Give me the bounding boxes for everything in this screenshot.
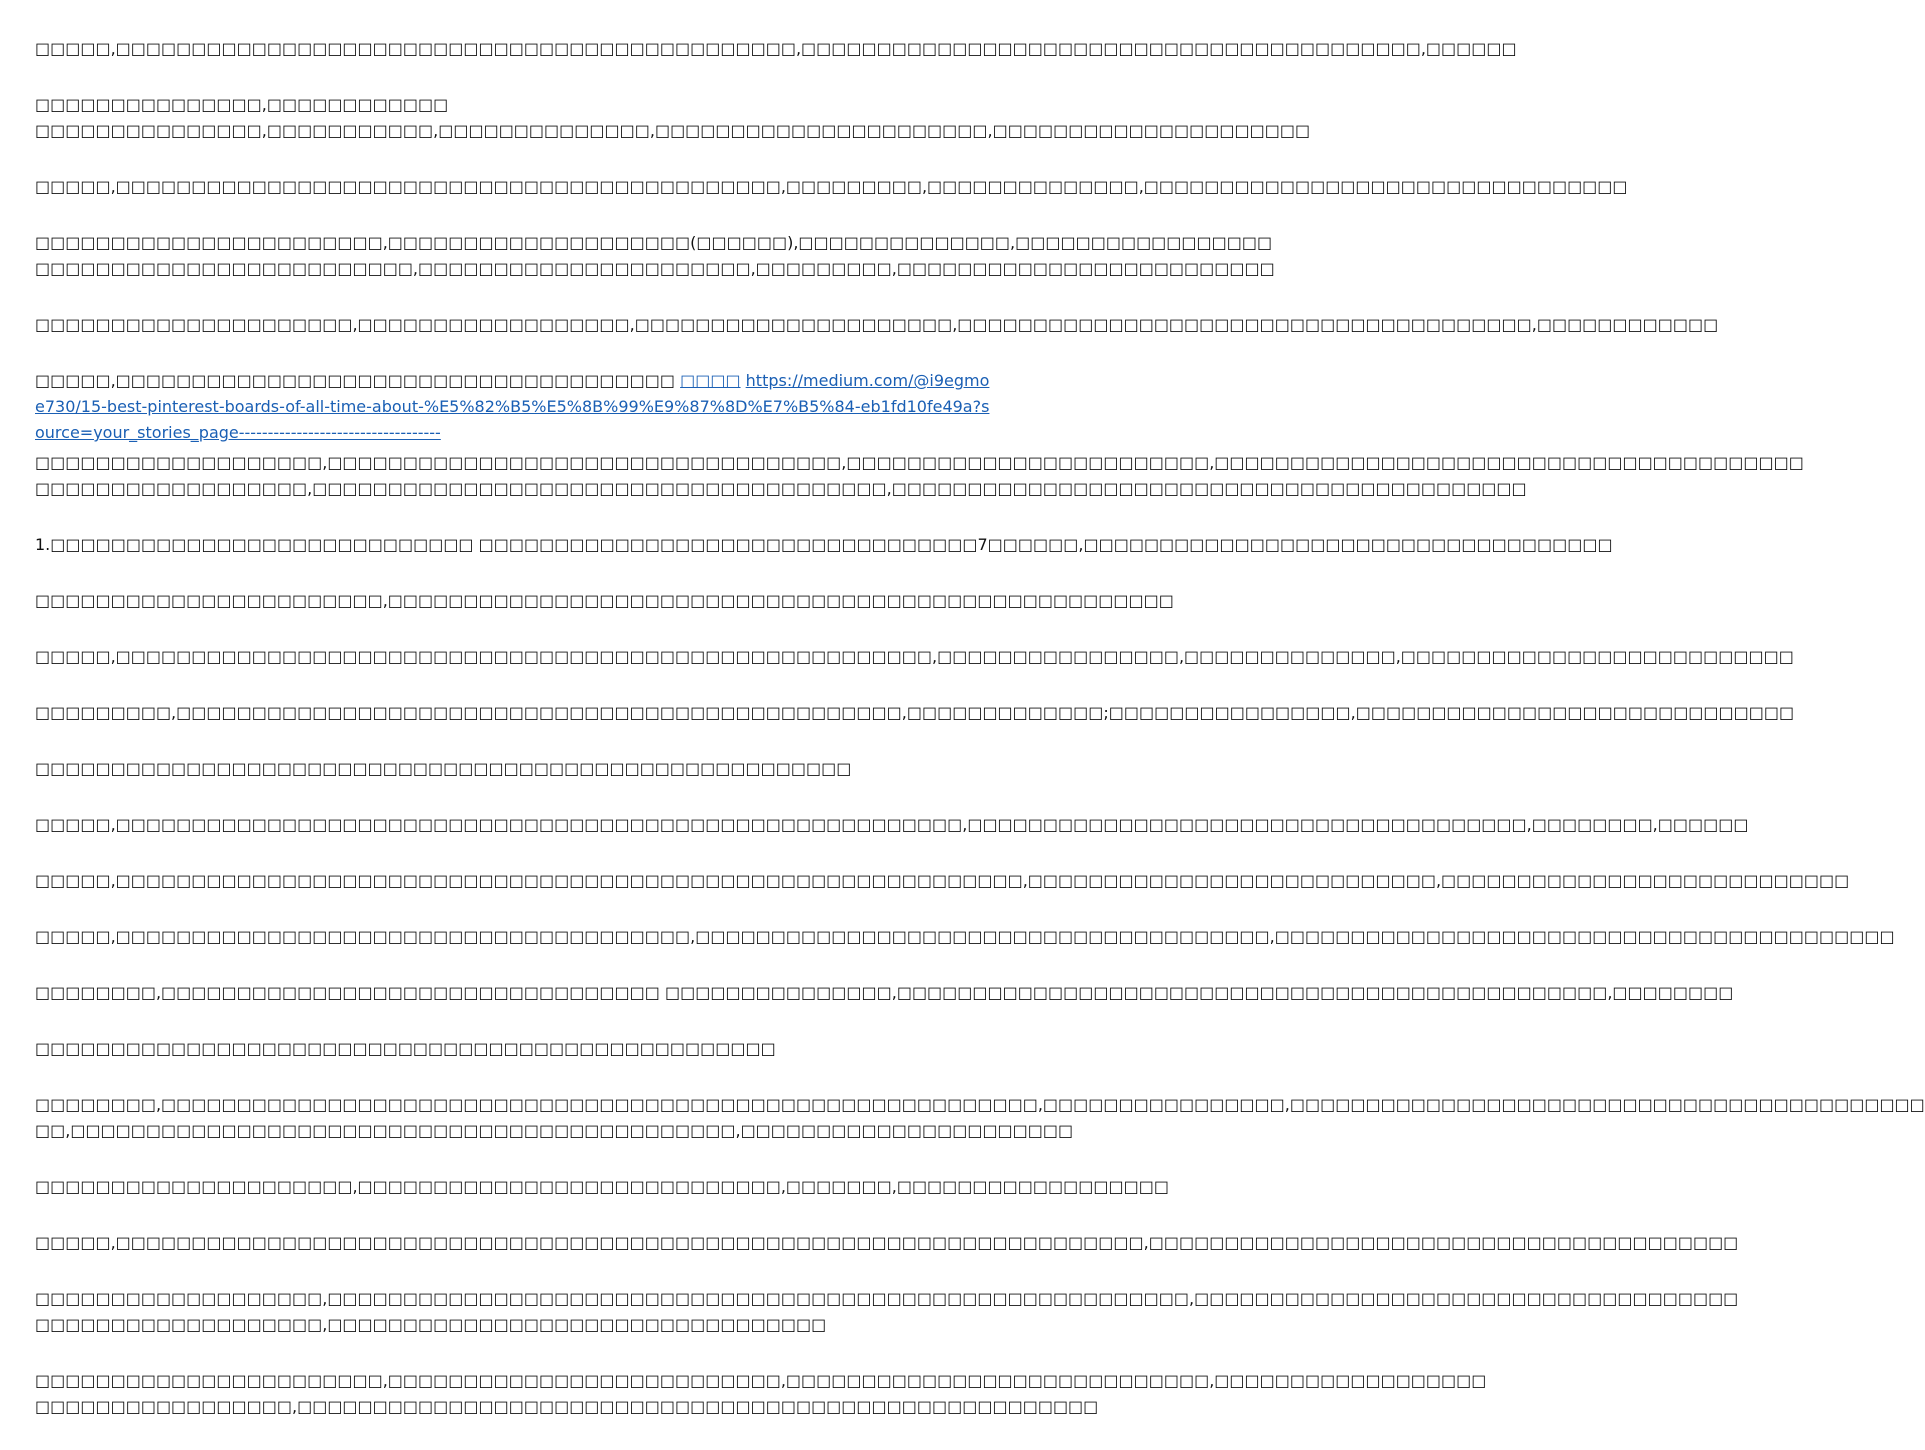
text-line: □□□□□,□□□□□□□□□□□□□□□□□□□□□□□□□□□□□□□□□□□□□□□□□□□□□□□□□□□□□□,□□□□□□□□□□□□□□□□,□□□□□□□□□□□□□□,□□□□□□□□□□□□□□□□□□□□□□□□□□ (35, 647, 1794, 666)
text-line: □□□□□□□□□□□□□□□□□□□□□□□,□□□□□□□□□□□□□□□□□□□□(□□□□□□),□□□□□□□□□□□□□□,□□□□□□□□□□□□□□□□□ (35, 233, 1273, 252)
url-link[interactable]: https://medium.com/@i9egmoe730/15-best-pinterest-boards-of-all-time-about-%E5%82%B5%E5%8B%99%E9%87%8D%E7%B5%84-eb1fd10fe49a?source=your_stories_page----------------------------------- (35, 371, 990, 442)
paragraph-9 (35, 644, 1794, 670)
text-line: □□□□□□□□□□□□□□□□□□,□□□□□□□□□□□□□□□□□□□□□□□□□□□□□□□□□□□□□□,□□□□□□□□□□□□□□□□□□□□□□□□□□□□□□□□□□□□□□□□□□ (35, 479, 1527, 498)
paragraph-12 (35, 812, 1749, 838)
text-line: □□□□□,□□□□□□□□□□□□□□□□□□□□□□□□□□□□□□□□□□□□□□,□□□□□□□□□□□□□□□□□□□□□□□□□□□□□□□□□□□□□□,□□□□□□□□□□□□□□□□□□□□□□□□□□□□□□□□□□□□□□□□□ (35, 927, 1895, 946)
paragraph-10 (35, 700, 1795, 726)
text-line: □□□□□□□□,□□□□□□□□□□□□□□□□□□□□□□□□□□□□□□□□□ □□□□□□□□□□□□□□□,□□□□□□□□□□□□□□□□□□□□□□□□□□□□□□□□□□□□□□□□□□□□□□□,□□□□□□□□ (35, 983, 1734, 1002)
text-line: □□□□□□□□□□□□□□□,□□□□□□□□□□□□ (35, 95, 449, 114)
text-line: 1.□□□□□□□□□□□□□□□□□□□□□□□□□□□□ □□□□□□□□□□□□□□□□□□□□□□□□□□□□□□□□□7□□□□□□,□□□□□□□□□□□□□□□□□□□□□□□□□□□□□□□□□□□ (35, 535, 1613, 554)
paragraph-2 (35, 92, 1311, 144)
text-line: □□□□□□□□□□□□□□□□□□□□□□□□□□□□□□□□□□□□□□□□□□□□□□□□□□□□□□ (35, 759, 852, 778)
text-line: □□□□□□□□□□□□□□□□□□□□□□□,□□□□□□□□□□□□□□□□□□□□□□□□□□,□□□□□□□□□□□□□□□□□□□□□□□□□□□□,□□□□□□□□□□□□□□□□□□ (35, 1371, 1487, 1390)
text-line: □□□□□□□□□□□□□□□□□□□,□□□□□□□□□□□□□□□□□□□□□□□□□□□□□□□□□□,□□□□□□□□□□□□□□□□□□□□□□□□,□□□□□□□□□□□□□□□□□□□□□□□□□□□□□□□□□□□□□□□ (35, 453, 1804, 472)
text-line: □□□□□□□□□□□□□□□□□□□□□,□□□□□□□□□□□□□□□□□□□□□□□□□□□□,□□□□□□□,□□□□□□□□□□□□□□□□□□ (35, 1177, 1169, 1196)
text-line: □□□□□□□□□□□□□□□□□□□□□□□□□□□□□□□□□□□□□□□□□□□□□□□□□ (35, 1039, 776, 1058)
paragraph-4 (35, 230, 1275, 282)
paragraph-7 (35, 532, 1613, 558)
text-line: □□□□□,□□□□□□□□□□□□□□□□□□□□□□□□□□□□□□□□□□□□□□□□□□□□□□□□□□□□□□□□□□□□,□□□□□□□□□□□□□□□□□□□□□□□□□□□,□□□□□□□□□□□□□□□□□□□□□□□□□□□ (35, 871, 1850, 890)
text-line: □□□□□□□□□□□□□□□,□□□□□□□□□□□,□□□□□□□□□□□□□□,□□□□□□□□□□□□□□□□□□□□□□,□□□□□□□□□□□□□□□□□□□□□ (35, 121, 1311, 140)
paragraph-15 (35, 980, 1734, 1006)
paragraph-13 (35, 868, 1850, 894)
paragraph-16 (35, 1036, 990, 1062)
text-line: □□□□□□□□□□□□□□□□□□□□□□□□□,□□□□□□□□□□□□□□□□□□□□□□,□□□□□□□□□,□□□□□□□□□□□□□□□□□□□□□□□□□ (35, 259, 1275, 278)
text-line: □□□□□□□□□□□□□□□□□,□□□□□□□□□□□□□□□□□□□□□□□□□□□□□□□□□□□□□□□□□□□□□□□□□□□□□ (35, 1397, 1099, 1416)
link-paragraph (35, 368, 990, 446)
anchor-link[interactable]: □□□□ (680, 371, 741, 390)
paragraph-20 (35, 1286, 1739, 1338)
paragraph-1 (35, 36, 1517, 62)
text-line: □□□□□,□□□□□□□□□□□□□□□□□□□□□□□□□□□□□□□□□□□□□□□□□□□□,□□□□□□□□□,□□□□□□□□□□□□□□,□□□□□□□□□□□□□□□□□□□□□□□□□□□□□□□□ (35, 177, 1628, 196)
paragraph-21 (35, 1368, 1487, 1420)
text-line: □□□□□□□□□□□□□□□□□□□,□□□□□□□□□□□□□□□□□□□□□□□□□□□□□□□□□ (35, 1315, 827, 1334)
paragraph-19 (35, 1230, 1739, 1256)
paragraph-18 (35, 1174, 1169, 1200)
document-body (35, 36, 1925, 1450)
text-line: □□□□□□□□□□□□□□□□□□□,□□□□□□□□□□□□□□□□□□□□□□□□□□□□□□□□□□□□□□□□□□□□□□□□□□□□□□□□□,□□□□□□□□□□□□□□□□□□□□□□□□□□□□□□□□□□□□ (35, 1289, 1739, 1308)
link-paragraph-text: □□□□□,□□□□□□□□□□□□□□□□□□□□□□□□□□□□□□□□□□□□□ (35, 371, 681, 390)
paragraph-14 (35, 924, 1895, 950)
paragraph-3 (35, 174, 1628, 200)
text-line: □□□□□□□□□□□□□□□□□□□□□□□,□□□□□□□□□□□□□□□□□□□□□□□□□□□□□□□□□□□□□□□□□□□□□□□□□□□□ (35, 591, 1174, 610)
paragraph-8 (35, 588, 1174, 614)
paragraph-11 (35, 756, 990, 782)
text-line: □□□□□,□□□□□□□□□□□□□□□□□□□□□□□□□□□□□□□□□□□□□□□□□□□□□□□□□□□□□□□□□□□□□□□□□□□□,□□□□□□□□□□□□□□□□□□□□□□□□□□□□□□□□□□□□□□□ (35, 1233, 1739, 1252)
paragraph-5 (35, 312, 1719, 338)
text-line: □□□□□□□□□□□□□□□□□□□□□,□□□□□□□□□□□□□□□□□□,□□□□□□□□□□□□□□□□□□□□□,□□□□□□□□□□□□□□□□□□□□□□□□□□□□□□□□□□□□□□,□□□□□□□□□□□□ (35, 315, 1719, 334)
text-line: □□□□□,□□□□□□□□□□□□□□□□□□□□□□□□□□□□□□□□□□□□□□□□□□□□□,□□□□□□□□□□□□□□□□□□□□□□□□□□□□□□□□□□□□□□□□□,□□□□□□ (35, 39, 1517, 58)
text-line: □□,□□□□□□□□□□□□□□□□□□□□□□□□□□□□□□□□□□□□□□□□□□□□,□□□□□□□□□□□□□□□□□□□□□□ (35, 1121, 1074, 1140)
text-line: □□□□□□□□,□□□□□□□□□□□□□□□□□□□□□□□□□□□□□□□□□□□□□□□□□□□□□□□□□□□□□□□□□□,□□□□□□□□□□□□□□□□,□□□□□□□□□□□□□□□□□□□□□□□□□□□□□□□□□□□□□□□□□□ (35, 1095, 1925, 1114)
text-line: □□□□□□□□□,□□□□□□□□□□□□□□□□□□□□□□□□□□□□□□□□□□□□□□□□□□□□□□□□,□□□□□□□□□□□□□;□□□□□□□□□□□□□□□□,□□□□□□□□□□□□□□□□□□□□□□□□□□□□□ (35, 703, 1795, 722)
paragraph-17 (35, 1092, 1925, 1144)
text-line: □□□□□,□□□□□□□□□□□□□□□□□□□□□□□□□□□□□□□□□□□□□□□□□□□□□□□□□□□□□□□□,□□□□□□□□□□□□□□□□□□□□□□□□□□□□□□□□□□□□□,□□□□□□□□,□□□□□□ (35, 815, 1749, 834)
paragraph-6 (35, 450, 1804, 502)
